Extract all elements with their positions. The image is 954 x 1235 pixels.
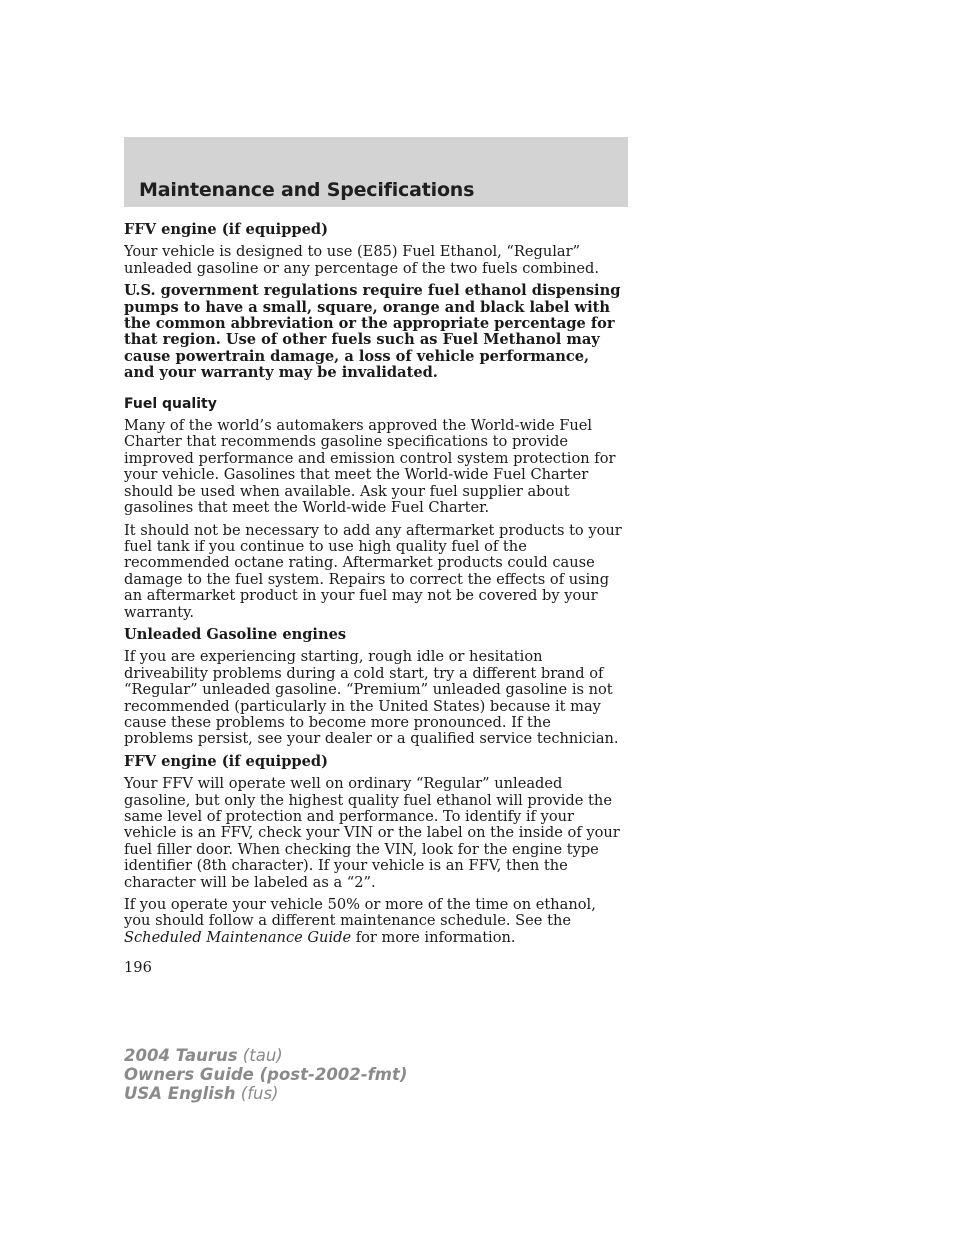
unleaded-heading: Unleaded Gasoline engines: [124, 625, 347, 643]
ffv-heading-1: FFV engine (if equipped): [124, 221, 328, 238]
document-footer: [124, 1046, 407, 1103]
scheduled-maintenance-guide-reference: Scheduled Maintenance Guide: [124, 928, 352, 946]
fuel-quality-paragraph-1: Many of the world’s automakers approved the World-wide Fuel Charter that recommends gasoline specifications to provide improved performance and emission control system protection for your vehicle. Gasolines that meet the World-wide Fuel Charter should be used when available. Ask your fuel supplier about gasolines that meet the World-wide Fuel Charter.: [124, 417, 616, 517]
fuel-quality-paragraph-2: It should not be necessary to add any aftermarket products to your fuel tank if you continue to use high quality fuel of the recommended octane rating. Aftermarket products could cause damage to the fuel system. Repairs to correct the effects of using an aftermarket product in your fuel may not be covered by your warranty.: [124, 521, 622, 621]
footer-line-language: [124, 1084, 407, 1103]
ffv-paragraph-1: Your vehicle is designed to use (E85) Fuel Ethanol, “Regular” unleaded gasoline or any percentage of the two fuels combined.: [124, 243, 600, 277]
footer-line-model: [124, 1046, 407, 1065]
footer-language-code: (fus): [235, 1084, 279, 1103]
section-title: Maintenance and Specifications: [139, 179, 475, 201]
section-header-band: [124, 137, 628, 207]
unleaded-paragraph: If you are experiencing starting, rough idle or hesitation driveability problems during a cold start, try a different brand of “Regular” unleaded gasoline. “Premium” unleaded gasoline is not recommended (particularly in the United States) because it may cause these problems to become more pronounced. If the problems persist, see your dealer or a qualified service technician.: [124, 648, 619, 748]
fuel-quality-heading: Fuel quality: [124, 395, 217, 412]
ffv-paragraph-2: Your FFV will operate well on ordinary “Regular” unleaded gasoline, but only the highest quality fuel ethanol will provide the same level of protection and performance. To identify if your vehicle is an FFV, check your VIN or the label on the inside of your fuel filler door. When checking the VIN, look for the engine type identifier (8th character). If your vehicle is an FFV, then the character will be labeled as a “2”.: [124, 775, 620, 891]
footer-language: USA English: [124, 1084, 236, 1103]
fuel-regulation-warning: U.S. government regulations require fuel ethanol dispensing pumps to have a small, square, orange and black label with the common abbreviation or the appropriate percentage for that region. Use of other fuels such as Fuel Methanol may cause powertrain damage, a loss of vehicle performance, and your warranty may be invalidated.: [124, 282, 621, 382]
footer-model: 2004 Taurus: [124, 1046, 238, 1065]
footer-line-guide: [124, 1065, 407, 1084]
ethanol-schedule-paragraph: [124, 897, 624, 946]
ethanol-text-end: for more information.: [351, 928, 516, 946]
ffv-heading-2: FFV engine (if equipped): [124, 752, 328, 770]
ethanol-text-start: If you operate your vehicle 50% or more of the time on ethanol, you should follow a different maintenance schedule. See the: [124, 896, 596, 930]
page-content: [124, 222, 624, 977]
page-number: 196: [124, 959, 152, 977]
footer-model-code: (tau): [237, 1046, 283, 1065]
footer-guide-type: Owners Guide (post-2002-fmt): [124, 1065, 408, 1084]
